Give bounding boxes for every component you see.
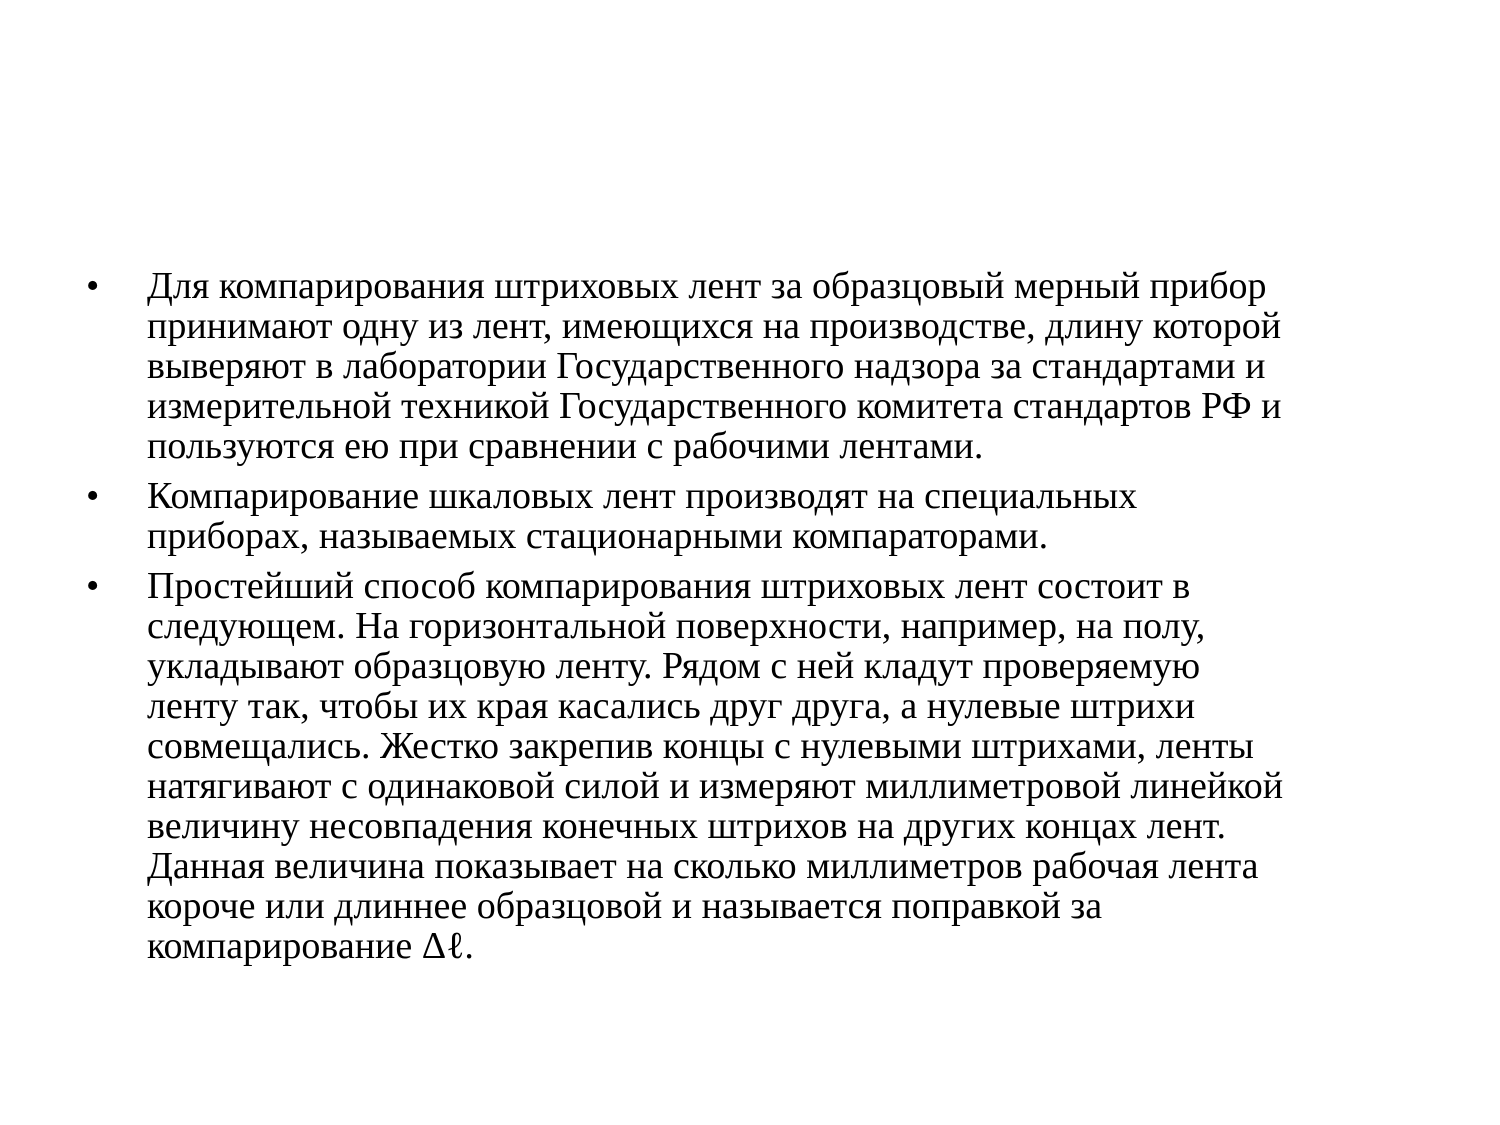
bullet-item [0, 266, 1500, 466]
text-line: Данная величина показывает на сколько миллиметров рабочая лента [147, 845, 1259, 887]
text-line: Простейший способ компарирования штриховых лент состоит в [147, 565, 1191, 607]
text-line: принимают одну из лент, имеющихся на производстве, длину которой [147, 305, 1282, 347]
bullet-text [147, 566, 1500, 966]
text-line: приборах, называемых стационарными компараторами. [147, 515, 1049, 557]
text-line: совмещались. Жестко закрепив концы с нулевыми штрихами, ленты [147, 725, 1254, 767]
bullet-dot-icon: • [86, 475, 100, 517]
text-line: пользуются ею при сравнении с рабочими лентами. [147, 425, 984, 467]
text-line: следующем. На горизонтальной поверхности, например, на полу, [147, 605, 1206, 647]
text-line: натягивают с одинаковой силой и измеряют миллиметровой линейкой [147, 765, 1284, 807]
text-line: выверяют в лаборатории Государственного надзора за стандартами и [147, 345, 1266, 387]
text-line: Компарирование шкаловых лент производят на специальных [147, 475, 1138, 517]
bullet-text [147, 476, 1500, 556]
text-line: короче или длиннее образцовой и называется поправкой за [147, 885, 1103, 927]
text-line: Для компарирования штриховых лент за образцовый мерный прибор [147, 265, 1267, 307]
text-line: укладывают образцовую ленту. Рядом с ней кладут проверяемую [147, 645, 1201, 687]
bullet-item [0, 476, 1500, 556]
bullet-text [147, 266, 1500, 466]
text-line: величину несовпадения конечных штрихов на других концах лент. [147, 805, 1227, 847]
text-line: ленту так, чтобы их края касались друг друга, а нулевые штрихи [147, 685, 1196, 727]
bullet-dot-icon: • [86, 265, 100, 307]
bullet-item [0, 566, 1500, 966]
bullet-dot-icon: • [86, 565, 100, 607]
bullet-list [0, 266, 1500, 976]
text-line: измерительной техникой Государственного комитета стандартов РФ и [147, 385, 1282, 427]
text-line: компарирование Δℓ. [147, 925, 474, 967]
